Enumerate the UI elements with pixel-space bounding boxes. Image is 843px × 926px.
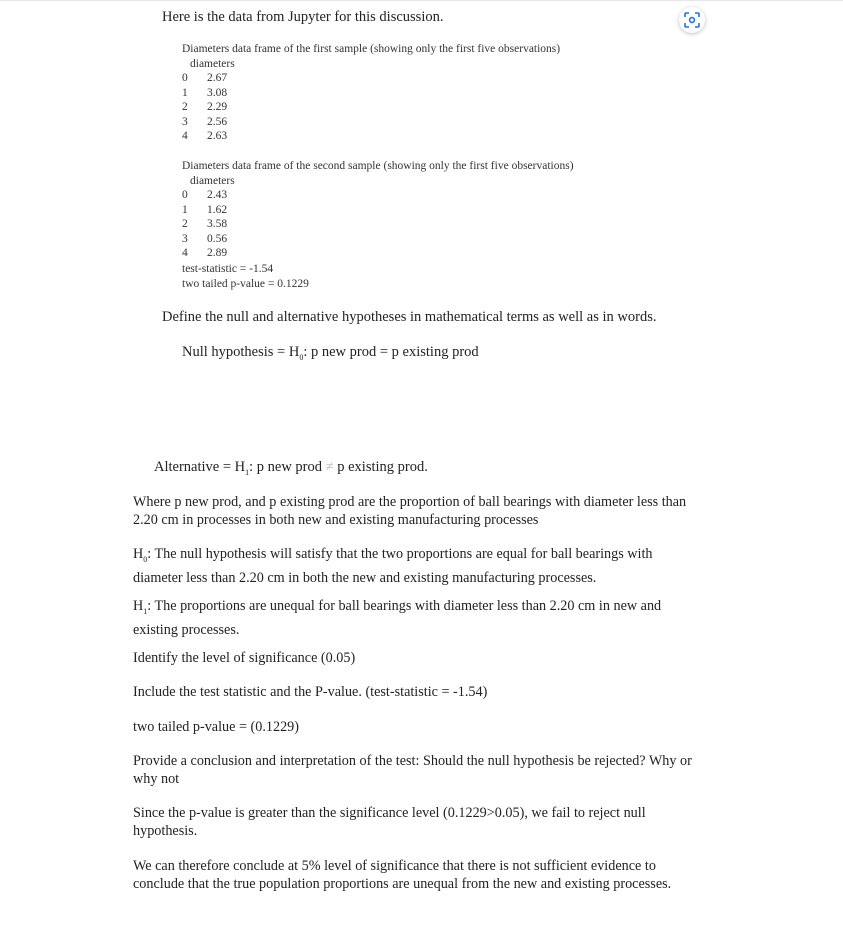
h0-in-words [133,545,693,587]
intro-text: Here is the data from Jupyter for this discussion. [162,9,444,25]
h1-text: : The proportions are unequal for ball bearings with diameter less than 2.20 cm in new and existing processes. [133,598,662,638]
row-value: 0.56 [207,232,228,245]
row-value: 2.43 [207,189,228,201]
row-value: 3.58 [207,218,228,230]
table-row [182,204,262,218]
h1-in-words [133,597,693,639]
h0-text: : The null hypothesis will satisfy that the two proportions are equal for ball bearings with diameter less than 2.20 cm in both the new and existing manufacturing processes. [133,546,653,586]
top-divider [0,0,843,1]
null-hyp-sub: 0 [299,352,304,362]
table-row [182,130,262,144]
sample1-column-header: diameters [190,58,235,70]
row-index: 1 [182,203,188,216]
sample1-caption: Diameters data frame of the first sample (showing only the first five observations) [182,43,561,55]
row-index: 1 [182,86,188,99]
row-value: 2.29 [207,101,228,113]
null-hyp-prefix: Null hypothesis = H [182,344,300,360]
h0-sub: 0 [143,554,148,564]
null-hypothesis [182,344,479,362]
define-hypotheses-prompt: Define the null and alternative hypotheses in mathematical terms as well as in words. [162,309,657,325]
row-index: 4 [182,130,188,142]
table-row [182,247,262,261]
since-text: Since the p-value is greater than the significance level (0.1229>0.05), we fail to reject null hypothesis. [133,805,646,839]
sample1-table [182,72,262,144]
alt-hyp-mid: : p new prod [249,459,326,475]
where-definition: Where p new prod, and p existing prod are the proportion of ball bearings with diameter less than 2.20 cm in processes in both new and existing manufacturing processes [133,494,687,528]
sample2-caption: Diameters data frame of the second sample (showing only the first five observations) [182,160,574,172]
row-value: 3.08 [207,86,228,99]
row-index: 3 [182,232,188,245]
table-row [182,189,262,203]
alt-hyp-sub: 1 [245,467,250,477]
table-row [182,218,262,232]
alt-hyp-rest: p existing prod. [333,459,428,475]
conclusion-prompt: Provide a conclusion and interpretation of the test: Should the null hypothesis be rejected? Why or why not [133,753,692,787]
row-index: 0 [182,72,188,84]
row-value: 2.56 [207,115,228,128]
table-row [182,87,262,101]
alt-hyp-prefix: Alternative = H [154,459,246,475]
table-row [182,116,262,130]
p-value-line: two tailed p-value = (0.1229) [133,719,299,735]
row-value: 2.89 [207,247,228,259]
test-statistic: test-statistic = -1.54 [182,263,274,275]
p-value: two tailed p-value = 0.1229 [182,278,309,290]
row-index: 3 [182,115,188,128]
row-index: 2 [182,101,188,113]
sample2-table [182,189,262,261]
row-index: 0 [182,189,188,201]
row-index: 4 [182,247,188,259]
h0-label: H [133,546,144,562]
row-index: 2 [182,218,188,230]
h1-sub: 1 [143,606,148,616]
scan-button[interactable] [679,7,705,33]
test-statistic-line: Include the test statistic and the P-value. (test-statistic = -1.54) [133,684,488,700]
table-row [182,101,262,115]
table-row [182,72,262,86]
sample2-column-header: diameters [190,175,235,187]
not-equal-symbol: ≠ [325,459,334,475]
table-row [182,233,262,247]
significance-level: Identify the level of significance (0.05) [133,650,356,666]
row-value: 1.62 [207,203,228,216]
row-value: 2.67 [207,72,228,84]
scan-icon [684,12,700,28]
alternative-hypothesis [154,459,428,477]
h1-label: H [133,598,144,614]
null-hyp-rest: : p new prod = p existing prod [303,344,479,360]
row-value: 2.63 [207,130,228,142]
therefore-text: We can therefore conclude at 5% level of significance that there is not sufficient evidence to conclude that the true population proportions are unequal from the new and existing processes. [133,858,672,892]
